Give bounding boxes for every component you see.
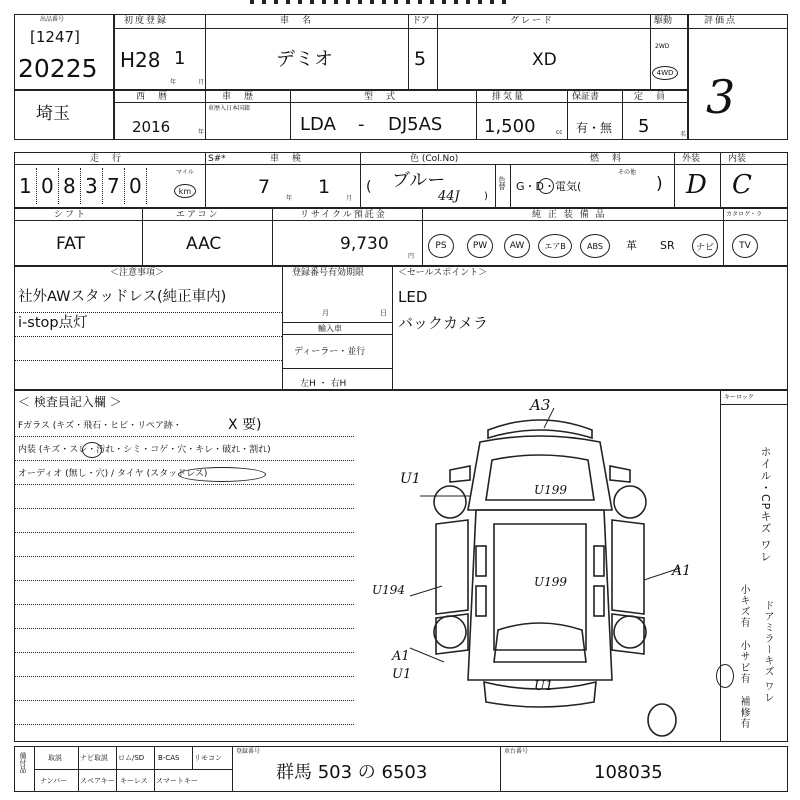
item-number-plate: ナンバー bbox=[40, 777, 68, 785]
chassis-value: 108035 bbox=[594, 762, 663, 783]
item-rom-sd: ロム/SD bbox=[118, 754, 145, 762]
handle-value: 左H ・ 右H bbox=[300, 379, 347, 389]
equip-abs bbox=[580, 234, 610, 258]
year-unit: 年 bbox=[198, 129, 205, 136]
item-keyless: キーレス bbox=[120, 777, 148, 785]
lot-small-label: 出品番号 bbox=[40, 16, 65, 23]
item-navi-manual: ナビ取説 bbox=[80, 754, 108, 762]
shaken-header: 車 検 bbox=[270, 154, 304, 164]
left-mirror bbox=[450, 466, 470, 482]
mark-u1-left: U1 bbox=[400, 471, 421, 487]
reg-month-label: 月 bbox=[322, 309, 329, 317]
drive-4wd-circled bbox=[652, 66, 678, 80]
model-code: DJ5AS bbox=[388, 114, 443, 135]
shaken-code-header: S#* bbox=[208, 154, 226, 164]
sales-line-1: LED bbox=[398, 288, 428, 306]
grade-value: XD bbox=[532, 50, 557, 70]
mark-a3: A3 bbox=[530, 396, 551, 414]
row4-box bbox=[14, 208, 788, 266]
score-header: 評価点 bbox=[704, 16, 738, 26]
rear-left-wheel bbox=[434, 616, 466, 648]
interior-grade: C bbox=[732, 170, 752, 200]
side-door-mirror: ドアミラーキズ ワレ bbox=[762, 600, 773, 704]
audio-line: オーディオ (無し・穴) / タイヤ (スタッドレス) bbox=[18, 469, 208, 479]
year-value: 2016 bbox=[132, 118, 171, 136]
shaken-year-unit: 年 bbox=[286, 195, 293, 202]
shaken-month: 1 bbox=[318, 176, 331, 198]
lot-number: 20225 bbox=[18, 54, 98, 83]
shift-header: シフト bbox=[54, 210, 88, 220]
rear-window-outline bbox=[494, 623, 586, 662]
fuel-d-circle bbox=[538, 178, 554, 194]
mark-u199-top: U199 bbox=[534, 483, 568, 497]
exterior-header: 外装 bbox=[682, 154, 701, 164]
capacity-value: 5 bbox=[638, 116, 650, 137]
studless-circle bbox=[178, 467, 266, 482]
region-value: 埼玉 bbox=[36, 104, 70, 124]
spare-tire bbox=[648, 704, 676, 736]
capacity-header: 定 員 bbox=[634, 92, 668, 102]
car-name-header: 車 名 bbox=[280, 16, 314, 26]
fglass-line: Fガラス (キズ・飛石・ヒビ・リペア跡・ bbox=[18, 421, 182, 431]
mark-u194: U194 bbox=[372, 583, 406, 597]
equip-tv bbox=[732, 234, 758, 258]
note-line-1: 社外AWスタッドレス(純正車内) bbox=[18, 289, 227, 305]
km-circled bbox=[174, 184, 196, 198]
doors-value: 5 bbox=[414, 48, 427, 70]
fuel-other-label: その他 bbox=[618, 169, 637, 176]
left-window-2 bbox=[476, 586, 486, 616]
side-repair: 補修有 bbox=[738, 696, 749, 729]
capacity-unit: 名 bbox=[680, 131, 687, 138]
displacement-value: 1,500 bbox=[484, 116, 536, 137]
plate-label: 登録番号 bbox=[236, 748, 261, 755]
color-number: 44J bbox=[438, 189, 460, 204]
interior-header: 内装 bbox=[728, 154, 747, 164]
right-front-door bbox=[612, 520, 644, 614]
mark-line-u194 bbox=[410, 586, 442, 596]
item-remote: リモコン bbox=[194, 754, 222, 762]
item-smart-key: スマートキー bbox=[156, 777, 198, 785]
recycle-header: リサイクル預託金 bbox=[300, 210, 387, 220]
item-bcas: B-CAS bbox=[158, 754, 180, 762]
shaken-month-unit: 月 bbox=[346, 195, 353, 202]
history-header: 車 歴 bbox=[222, 92, 256, 102]
plate-value: 群馬 503 の 6503 bbox=[276, 762, 428, 783]
doors-header: ドア bbox=[412, 16, 430, 26]
mileage-digit-5: 7 bbox=[107, 174, 120, 198]
warranty-value: 有・無 bbox=[576, 121, 613, 135]
exterior-grade: D bbox=[686, 170, 707, 200]
cc-unit: cc bbox=[556, 129, 563, 136]
fuel-value: G・D・電気( bbox=[516, 180, 582, 193]
equip-aw-label: AW bbox=[509, 241, 525, 251]
front-left-wheel bbox=[434, 486, 466, 518]
sales-header: ＜セールスポイント＞ bbox=[398, 268, 488, 278]
fglass-mark: X 要) bbox=[228, 417, 262, 433]
mark-a1-right: A1 bbox=[672, 563, 692, 579]
title-strip bbox=[250, 0, 510, 4]
equip-tv-label: TV bbox=[739, 241, 751, 251]
reg-day-label: 日 bbox=[380, 309, 387, 317]
right-mirror bbox=[610, 466, 630, 482]
mark-line-a1-left bbox=[410, 648, 444, 662]
mileage-digit-6: 0 bbox=[129, 174, 142, 198]
mileage-digit-3: 8 bbox=[63, 174, 76, 198]
side-handwritten-c-circle bbox=[716, 664, 734, 688]
aircon-value: AAC bbox=[186, 234, 222, 254]
right-window-1 bbox=[594, 546, 604, 576]
mileage-header: 走 行 bbox=[90, 154, 124, 164]
equipment-header: 純 正 装 備 品 bbox=[532, 210, 607, 220]
lot-bracket: [1247] bbox=[30, 28, 80, 46]
side-small-scratch: 小キズ有 bbox=[738, 584, 749, 628]
recycle-yen: 円 bbox=[408, 253, 415, 260]
car-name: デミオ bbox=[276, 48, 334, 70]
color-close-paren: ) bbox=[484, 191, 488, 202]
inspector-header: ＜ 検査員記入欄 ＞ bbox=[18, 395, 122, 409]
rear-right-wheel bbox=[614, 616, 646, 648]
dealer-value: ディーラー・並行 bbox=[294, 347, 366, 357]
interior-line: 内装 (キズ・スレ・汚れ・シミ・コゲ・穴・キレ・破れ・割れ) bbox=[18, 445, 271, 455]
history-note: 車歴入日本国籍 bbox=[208, 105, 251, 112]
year-header: 西 暦 bbox=[136, 92, 170, 102]
equip-ps-label: PS bbox=[435, 241, 447, 251]
equip-aw bbox=[504, 234, 530, 258]
item-manual: 取説 bbox=[48, 754, 62, 762]
fuel-header: 燃 料 bbox=[590, 154, 624, 164]
front-right-wheel bbox=[614, 486, 646, 518]
equip-airbag bbox=[538, 234, 572, 258]
mark-u1-bottom: U1 bbox=[534, 679, 554, 694]
equip-sunroof: SR bbox=[660, 239, 675, 252]
mile-label: マイル bbox=[176, 169, 194, 176]
mileage-digit-1: 1 bbox=[19, 174, 32, 198]
import-header: 輸入車 bbox=[318, 324, 342, 333]
reg-month-unit: 月 bbox=[198, 79, 205, 86]
footer-side-label: 備付品 bbox=[19, 752, 27, 773]
side-wheel: ホイル・CPキズ ワレ bbox=[759, 446, 772, 563]
mileage-digit-2: 0 bbox=[41, 174, 54, 198]
equip-navi-label: ナビ bbox=[695, 242, 714, 253]
equip-pw-label: PW bbox=[472, 241, 488, 251]
model-prefix: LDA bbox=[300, 114, 336, 135]
catalog-header: カタログ・ラ bbox=[726, 211, 763, 218]
mark-u1-lower: U1 bbox=[392, 667, 412, 682]
model-dash: - bbox=[358, 114, 365, 135]
equip-airbag-label: エアB bbox=[544, 241, 566, 251]
drive-2wd: 2WD bbox=[655, 43, 670, 50]
score-box bbox=[688, 14, 788, 140]
equip-abs-label: ABS bbox=[587, 241, 603, 251]
color-change: 色替 bbox=[498, 176, 506, 190]
shaken-year: 7 bbox=[258, 176, 271, 198]
equip-leather: 革 bbox=[626, 239, 637, 252]
sales-line-2: バックカメラ bbox=[398, 314, 489, 332]
reg-month: 1 bbox=[174, 48, 186, 69]
mileage-digit-4: 3 bbox=[85, 174, 98, 198]
reg-era: H28 bbox=[120, 48, 161, 72]
item-spare-key: スペアキー bbox=[80, 777, 115, 785]
note-line-2: i-stop点灯 bbox=[18, 315, 88, 331]
right-window-2 bbox=[594, 586, 604, 616]
body-outline bbox=[468, 510, 612, 680]
interior-scratch-circle bbox=[82, 442, 102, 458]
first-reg-header: 初度登録 bbox=[124, 16, 169, 26]
side-small-rust: 小サビ有 bbox=[738, 640, 749, 684]
reg-expiry-header: 登録番号有効期限 bbox=[292, 268, 365, 278]
left-window-1 bbox=[476, 546, 486, 576]
equip-ps bbox=[428, 234, 454, 258]
chassis-label: 車台番号 bbox=[504, 748, 529, 755]
displacement-header: 排気量 bbox=[492, 92, 526, 102]
recycle-value: 9,730 bbox=[340, 234, 389, 254]
mark-a1-left: A1 bbox=[392, 649, 410, 664]
color-header: 色 (Col.No) bbox=[410, 154, 459, 164]
shift-value: FAT bbox=[56, 234, 85, 254]
fuel-close-paren: ) bbox=[656, 174, 663, 194]
notes-header: ＜注意事項＞ bbox=[110, 268, 165, 278]
km-label: km bbox=[178, 186, 192, 196]
drive-header: 駆動 bbox=[654, 16, 673, 26]
model-header: 型 式 bbox=[364, 92, 398, 102]
warranty-header: 保証書 bbox=[572, 92, 600, 102]
equip-pw bbox=[467, 234, 493, 258]
equip-navi bbox=[692, 234, 718, 258]
score-value: 3 bbox=[706, 70, 736, 124]
mark-u199-mid: U199 bbox=[534, 575, 568, 589]
color-open-paren: ( bbox=[366, 179, 372, 195]
reg-year-unit: 年 bbox=[170, 79, 177, 86]
left-front-door bbox=[436, 520, 468, 614]
grade-header: グレード bbox=[510, 16, 555, 26]
drive-4wd: 4WD bbox=[656, 69, 674, 77]
color-value: ブルー bbox=[392, 170, 446, 191]
keylock-header: キーロック bbox=[724, 394, 754, 401]
aircon-header: エアコン bbox=[176, 210, 220, 220]
